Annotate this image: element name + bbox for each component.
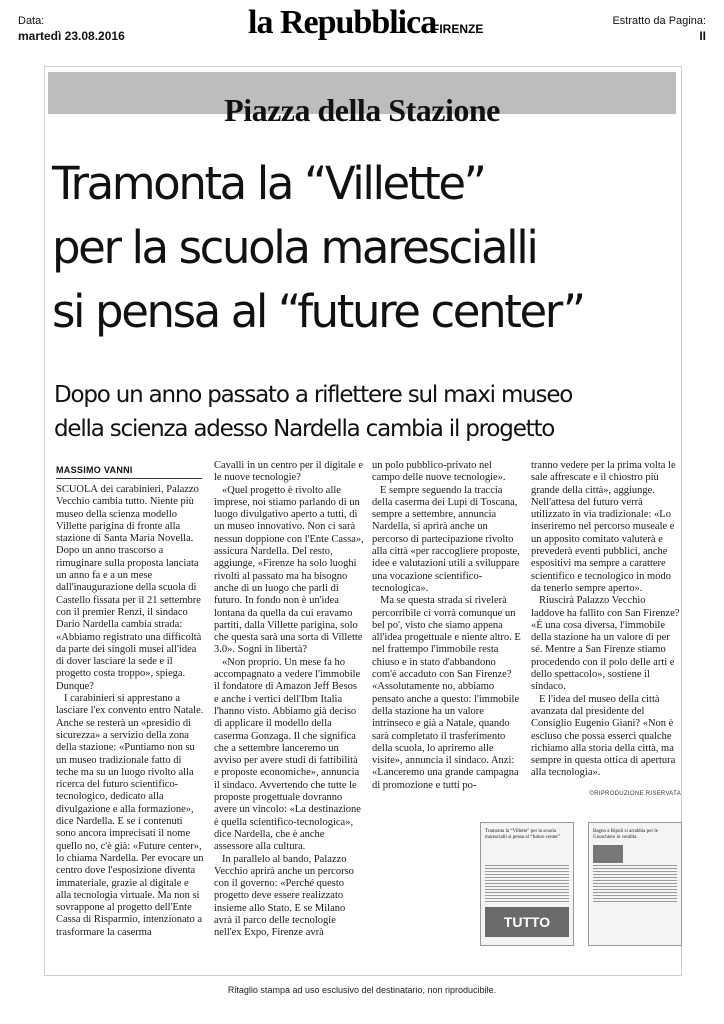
headline-line-1: Tramonta la “Villette” [52, 157, 485, 210]
paragraph: E l'idea del museo della città avanzata dal presidente del Consiglio Eugenio Giani? «Non è escluso che possa esserci qualche richiamo alla storia della città, ma sempre in questa ottica di apertura alla tecnologia». [531, 693, 676, 779]
lead-caps: SCUOLA [56, 484, 99, 495]
paragraph: E sempre seguendo la traccia della caserma dei Lupi di Toscana, sempre a settembre, annuncia Nardella, si aprirà anche un percorso di partecipazione rivolto alla città «per raccogliere proposte, idee e valutazioni utili a sviluppare una vocazione scientifico-tecnologica». [372, 484, 520, 594]
publication-date: martedì 23.08.2016 [18, 29, 125, 43]
thumbnail-text-lines [593, 863, 677, 903]
paragraph: Riuscirà Palazzo Vecchio laddove ha fallito con San Firenze? «È una cosa diversa, l'immobile della stazione ha un valore di per sé. Mentre a San Firenze stiamo procedendo con il polo delle arti e dello spettacolo», sostiene il sindaco. [531, 595, 680, 693]
byline-rule [56, 478, 202, 479]
thumbnail-text-lines [485, 863, 569, 903]
page-label: Estratto da Pagina: [612, 15, 706, 27]
page-thumbnail-2[interactable] [588, 822, 682, 946]
article-subhead [54, 378, 684, 446]
footer-note: Ritaglio stampa ad uso esclusivo del destinatario, non riproducibile. [227, 985, 497, 995]
edition-label: FIRENZE [432, 22, 484, 36]
paragraph: un polo pubblico-privato nel campo delle nuove tecnologie». [372, 460, 506, 484]
date-label: Data: [18, 15, 45, 27]
article-byline: MASSIMO VANNI [56, 465, 133, 475]
headline-line-3: si pensa al “future center” [52, 285, 584, 338]
paragraph: «Non proprio. Un mese fa ho accompagnato a vedere l'immobile il fondatore di Amazon Jeff Besos e anche i vertici dell'Ibm Italia l'hanno visto. Abbiamo già deciso di applicare il modello della caserma Gonzaga. Il che significa che a settembre lanceremo un avviso per avere studi di fattibilità e proposte economiche», annuncia il sindaco. Avvertendo che tutte le proposte progettuale dovranno avere un vincolo: «La destinazione è quella scientifico-tecnologica», dice Nardella, che è anche assessore alla cultura. [214, 656, 361, 853]
paragraph-text: dei carabinieri, Palazzo Vecchio cambia tutto. Niente più museo della scienza modello Villette parigina di fronte alla stazione di Santa Maria Novella. Dopo un anno trascorso a rimuginare sulla proposta lanciata un anno fa e a un mese dall'inaugurazione della scuola di Castello fissata per il 21 settembre con il premier Renzi, il sindaco Dario Nardella cambia strada: «Abbiamo registrato una difficoltà da parte dei singoli musei all'idea di dover lasciare la sede e il progetto costa troppo», spiega. Dunque? [56, 484, 202, 692]
thumbnail-title: Bagno a Ripoli si arrabbia per le Giunchiere in vendita [593, 829, 658, 840]
paragraph [56, 484, 204, 693]
paragraph: Ma se questa strada si rivelerà percorribile ci vorrà comunque un bel po', visto che siamo appena all'idea progettuale e niente altro. E nel frattempo l'immobile resta chiuso e in stato d'abbandono com'è accaduto con San Firenze? «Assolutamente no, abbiamo pensato anche a questo: l'immobile della stazione ha un valore intrinseco e già a Natale, quando sarà completato il trasferimento della scuola, lo apriremo alle visite», annuncia il sindaco. Anzi: «Lanceremo una grande campagna di promozione e tutti po- [372, 595, 521, 791]
header-page-block [612, 14, 706, 44]
article-column-1 [56, 484, 204, 939]
paragraph: In parallelo al bando, Palazzo Vecchio aprirà anche un percorso con il governo: «Perché questo progetto deve essere realizzato insieme allo Stato. E se Milano avrà il parco delle tecnologie nell'ex Expo, Firenze avrà [214, 853, 354, 939]
article-kicker: Piazza della Stazione [224, 92, 500, 128]
page-number: II [699, 29, 706, 43]
reproduction-notice: ©RIPRODUZIONE RISERVATA [589, 790, 681, 797]
article-headline [52, 152, 682, 344]
headline-line-2: per la scuola marescialli [52, 221, 537, 274]
page-thumbnail-1[interactable] [480, 822, 574, 946]
paragraph: «Quel progetto è rivolto alle imprese, noi stiamo parlando di un luogo divulgativo aperto a tutti, di un museo innovativo. Non ci sarà nessun doppione con l'Ente Cassa», assicura Nardella. Del resto, aggiunge, «Firenze ha solo luoghi rivolti al passato ma ha bisogno anche di un luogo che parli di futuro. In fondo non è un'idea lontana da quella da cui eravamo partiti, dalla Villette parigina, solo che questa sarà una sorta di Villette 3.0». Sogni in libertà? [214, 484, 364, 656]
paragraph: Cavalli in un centro per il digitale e le nuove tecnologie? [214, 460, 363, 484]
paragraph: tranno vedere per la prima volta le sale affrescate e il chiostro più grande della città», aggiunge. Nell'attesa del futuro verrà utilizzato in via tradizionale: «Lo inseriremo nel percorso museale e un apposito comitato valuterà e prevederà eventi pubblici, anche espositivi ma sempre a carattere scientifico e tecnologico in modo da tenerlo sempre aperto». [531, 460, 676, 594]
thumbnail-ad: TUTTO [485, 907, 569, 937]
article-column-3 [372, 460, 522, 792]
header-date-block [18, 14, 125, 44]
newspaper-masthead: la Repubblica [248, 4, 437, 41]
article-column-2 [214, 460, 364, 940]
subhead-line-1: Dopo un anno passato a riflettere sul maxi museo [54, 382, 573, 408]
paragraph: I carabinieri si apprestano a lasciare l'ex convento entro Natale. Anche se resterà un «presidio di sicurezza» a servizio della zona della stazione: «Puntiamo non su un museo tradizionale fatto di teche ma su un luogo rivolto alla ricerca del futuro scientifico-tecnologico, dedicato alla divulgazione e alla formazione», dice Nardella. E se i contenuti sono ancora imprecisati il nome quello no, c'è già: «Future center», lo chiama Nardella. Per evocare un centro dove l'esposizione diventa immateriale, grazie al digitale e alla tecnologia virtuale. Ma non si sovrappone al progetto dell'Ente Cassa di Risparmio, intenzionato a trasformare la caserma [56, 693, 204, 938]
article-column-4 [531, 460, 681, 800]
subhead-line-2: della scienza adesso Nardella cambia il progetto [54, 416, 555, 442]
thumbnail-title: Tramonta la “Villette” per la scuola marescialli si pensa al “future center” [485, 829, 561, 840]
